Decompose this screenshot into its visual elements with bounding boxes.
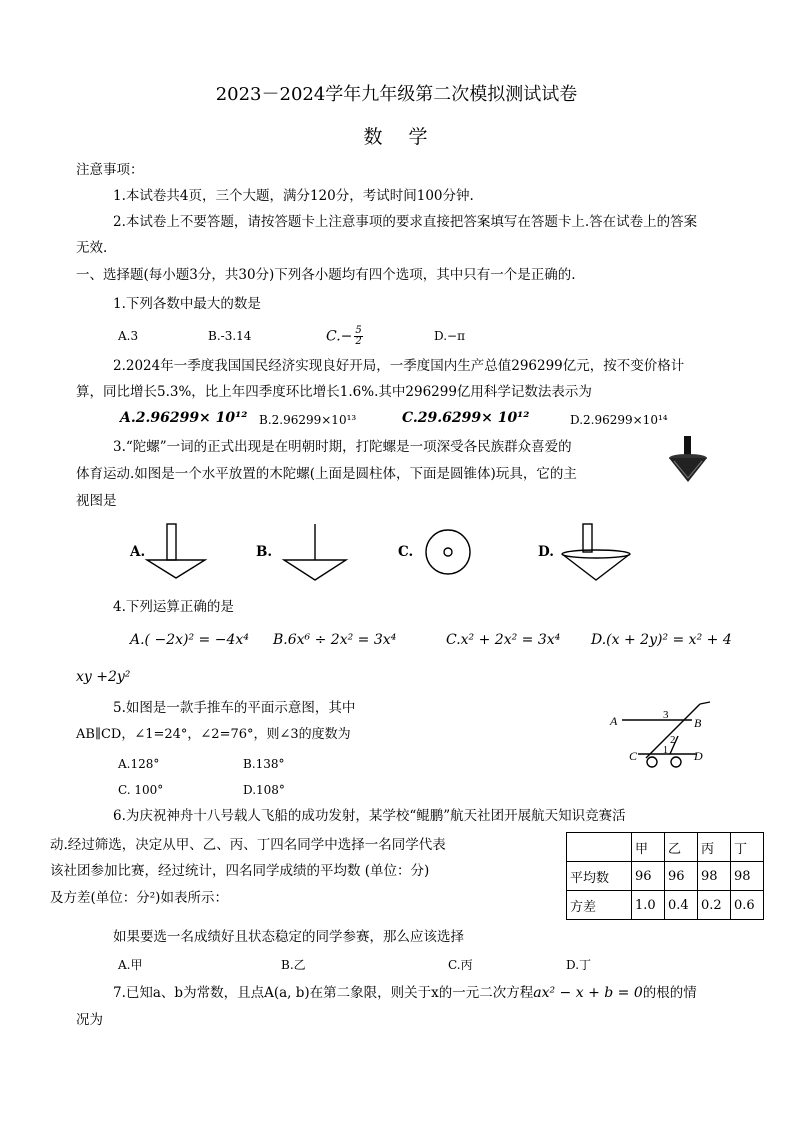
question-1-option-a: A.3 <box>118 329 139 343</box>
point-c-label: C <box>629 749 638 763</box>
table-header-row <box>567 833 764 862</box>
question-3-option-b: B. <box>256 544 273 560</box>
notes-item-2: 2.本试卷上不要答题，请按答题卡上注意事项的要求直接把答案填写在答题卡上.答在试卷上的答案 <box>113 214 698 230</box>
point-b-label: B <box>694 716 702 730</box>
question-5-option-d: D.108° <box>243 783 285 797</box>
table-row <box>567 862 764 891</box>
question-4-option-d-cont: xy +2y² <box>76 669 131 685</box>
question-5-line-1: 5.如图是一款手推车的平面示意图，其中 <box>113 700 356 716</box>
question-1-option-c: C.− $\frac{5}{2}$ <box>326 325 362 347</box>
question-2-option-a: A.2.96299× 10¹² <box>120 410 248 426</box>
question-6-line-2: 动.经过筛选，决定从甲、乙、丙、丁四名同学中选择一名同学代表 <box>50 837 446 853</box>
exam-title: 2023－2024学年九年级第二次模拟测试试卷 <box>215 84 578 105</box>
table-cell: 98 <box>698 862 731 891</box>
option-d-view-figure <box>560 522 632 582</box>
question-4-option-d: D.(x + 2y)² = x² + 4 <box>591 632 732 648</box>
subject-title: 数学 <box>363 126 454 148</box>
question-2-option-d: D.2.96299×10¹⁴ <box>570 413 668 427</box>
question-6-line-1: 6.为庆祝神舟十八号载人飞船的成功发射，某学校“鲲鹏”航天社团开展航天知识竞赛活 <box>113 808 626 824</box>
question-4-stem: 4.下列运算正确的是 <box>113 599 234 615</box>
table-header-cell: 甲 <box>632 833 665 862</box>
question-6-option-c: C.丙 <box>448 958 473 972</box>
point-a-label: A <box>610 714 618 728</box>
question-5-line-2: AB∥CD，∠1=24°，∠2=76°，则∠3的度数为 <box>76 727 351 742</box>
option-c-view-figure <box>424 528 472 576</box>
question-1-option-d: D.−π <box>434 329 465 343</box>
spinning-top-figure <box>668 436 708 486</box>
question-6-option-d: D.丁 <box>566 958 592 972</box>
table-row <box>567 891 764 920</box>
table-cell: 96 <box>632 862 665 891</box>
notes-heading: 注意事项： <box>76 162 144 178</box>
question-6-option-a: A.甲 <box>118 958 143 972</box>
question-3-option-c: C. <box>398 544 414 560</box>
notes-item-2-cont: 无效. <box>76 240 108 256</box>
table-header-cell <box>567 833 632 862</box>
question-6-line-5: 如果要选一名成绩好且状态稳定的同学参赛，那么应该选择 <box>113 929 464 945</box>
angle-3-label: 3 <box>663 709 669 721</box>
table-cell: 0.2 <box>698 891 731 920</box>
table-cell: 0.6 <box>731 891 764 920</box>
question-6-line-4: 及方差(单位：分²)如表所示： <box>50 890 228 906</box>
question-1-option-b: B.-3.14 <box>208 329 252 343</box>
question-3-line-3: 视图是 <box>76 493 117 509</box>
question-3-line-1: 3.“陀螺”一词的正式出现是在明朝时期，打陀螺是一项深受各民族群众喜爱的 <box>113 439 572 455</box>
score-table <box>566 832 764 920</box>
question-6-option-b: B.乙 <box>281 958 306 972</box>
question-2-option-c: C.29.6299× 10¹² <box>402 410 530 426</box>
question-3-option-d: D. <box>538 544 554 560</box>
option-a-view-figure <box>146 522 206 580</box>
question-3-option-a: A. <box>130 544 146 560</box>
question-6-line-3: 该社团参加比赛，经过统计，四名同学成绩的平均数 (单位：分) <box>50 863 430 879</box>
question-5-option-c: C. 100° <box>118 783 164 797</box>
cart-figure <box>608 696 718 770</box>
option-b-view-figure <box>283 522 347 582</box>
question-3-line-2: 体育运动.如图是一个水平放置的木陀螺(上面是圆柱体，下面是圆锥体)玩具，它的主 <box>76 466 577 482</box>
angle-2-label: 2 <box>670 734 676 746</box>
question-4-option-c: C.x² + 2x² = 3x⁴ <box>446 632 561 648</box>
question-7-line-2: 况为 <box>76 1012 103 1028</box>
angle-1-label: 1 <box>663 745 668 756</box>
question-5-option-b: B.138° <box>243 757 285 771</box>
question-2-line-2: 算，同比增长5.3%，比上年四季度环比增长1.6%.其中296299亿用科学记数法表示为 <box>76 384 592 400</box>
table-cell: 方差 <box>567 891 632 920</box>
question-4-option-a: A.( −2x)² = −4x⁴ <box>130 632 249 648</box>
table-cell: 1.0 <box>632 891 665 920</box>
notes-item-1: 1.本试卷共4页，三个大题，满分120分，考试时间100分钟. <box>113 188 474 204</box>
table-cell: 平均数 <box>567 862 632 891</box>
question-4-option-b: B.6x⁶ ÷ 2x² = 3x⁴ <box>273 632 397 648</box>
question-2-line-1: 2.2024年一季度我国国民经济实现良好开局，一季度国内生产总值296299亿元，按不变价格计 <box>113 358 685 374</box>
table-header-cell: 丁 <box>731 833 764 862</box>
table-header-cell: 丙 <box>698 833 731 862</box>
table-header-cell: 乙 <box>665 833 698 862</box>
question-1-stem: 1.下列各数中最大的数是 <box>113 296 261 312</box>
table-cell: 0.4 <box>665 891 698 920</box>
question-7-line-1: 7.已知a、b为常数，且点A(a, b)在第二象限，则关于x的一元二次方程ax² − x + b = 0的根的情 <box>113 985 697 1001</box>
table-cell: 96 <box>665 862 698 891</box>
table-cell: 98 <box>731 862 764 891</box>
point-d-label: D <box>694 749 703 763</box>
section-heading: 一、选择题(每小题3分，共30分)下列各小题均有四个选项，其中只有一个是正确的. <box>76 267 576 283</box>
question-7-equation: ax² − x + b = 0 <box>533 985 643 1001</box>
question-2-option-b: B.2.96299×10¹³ <box>259 413 357 427</box>
question-5-option-a: A.128° <box>118 757 160 771</box>
